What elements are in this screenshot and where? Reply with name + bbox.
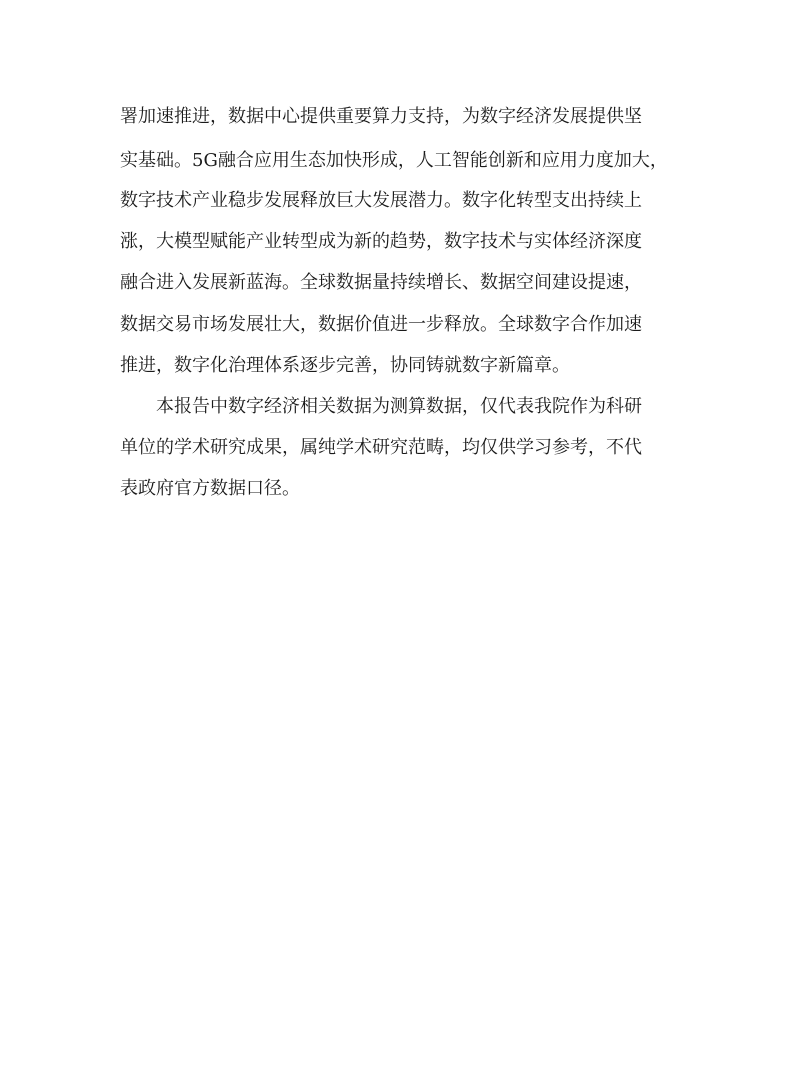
paragraph-line-7: 推进，数字化治理体系逐步完善，协同铸就数字新篇章。 xyxy=(120,355,570,376)
paragraph-line-3: 数字技术产业稳步发展释放巨大发展潜力。数字化转型支出持续上 xyxy=(120,190,642,211)
paragraph-line-6: 数据交易市场发展壮大，数据价值进一步释放。全球数字合作加速 xyxy=(120,314,642,335)
paragraph-2-line-3: 表政府官方数据口径。 xyxy=(120,478,300,499)
paragraph-2-line-2: 单位的学术研究成果，属纯学术研究范畴，均仅供学习参考，不代 xyxy=(120,437,642,458)
paragraph-2-line-1: 本报告中数字经济相关数据为测算数据，仅代表我院作为科研 xyxy=(156,396,642,417)
paragraph-line-1: 署加速推进，数据中心提供重要算力支持，为数字经济发展提供坚 xyxy=(120,106,642,127)
paragraph-line-2: 实基础。5G融合应用生态加快形成，人工智能创新和应用力度加大， xyxy=(120,150,668,171)
paragraph-line-5: 融合进入发展新蓝海。全球数据量持续增长、数据空间建设提速， xyxy=(120,272,642,293)
paragraph-line-4: 涨，大模型赋能产业转型成为新的趋势，数字技术与实体经济深度 xyxy=(120,231,642,252)
